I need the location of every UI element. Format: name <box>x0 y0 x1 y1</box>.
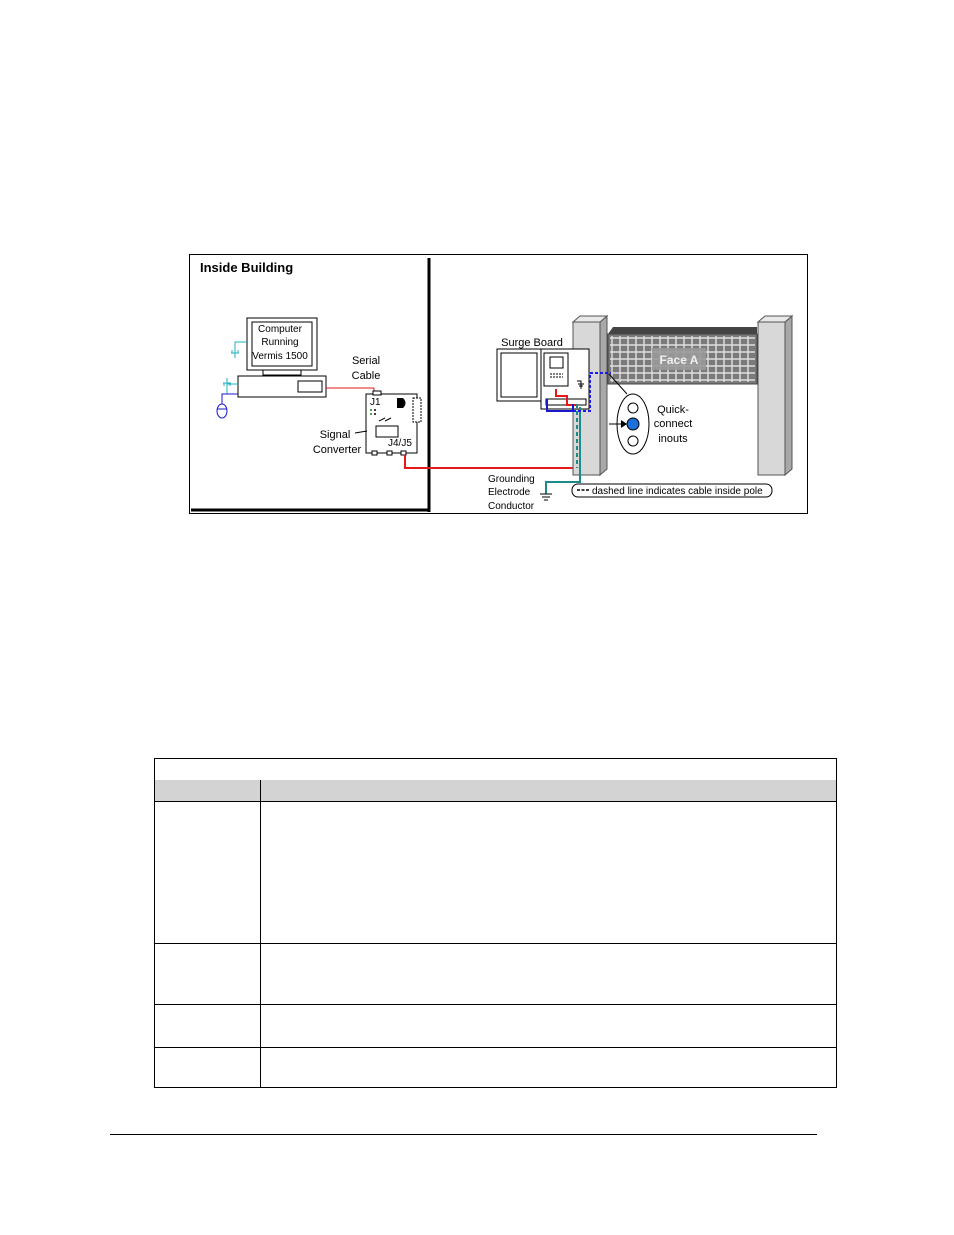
j4j5-label: J4/J5 <box>388 438 412 449</box>
signal-converter-label-line2: Converter <box>312 444 362 456</box>
footer-rule <box>110 1134 817 1135</box>
surge-board-enclosure <box>497 349 589 409</box>
signal-converter-label-line1: Signal <box>319 429 351 441</box>
computer-label-line2: Running <box>261 337 299 348</box>
computer-label-line1: Computer <box>258 324 302 335</box>
table-row-divider <box>155 943 836 944</box>
table-row-divider <box>155 1047 836 1048</box>
serial-cable-label-line1: Serial <box>351 355 381 367</box>
computer-case-icon <box>238 376 326 397</box>
wiring-diagram <box>189 254 808 514</box>
legend-text: dashed line indicates cable inside pole <box>592 486 763 497</box>
table-header-row <box>155 780 836 802</box>
face-a-label: Face A <box>659 353 699 367</box>
quick-connect-label-line2: connect <box>653 418 693 430</box>
right-pole <box>758 316 792 475</box>
surge-board-label: Surge Board <box>501 337 563 349</box>
quick-connect-label-line3: inouts <box>658 433 688 445</box>
spec-table <box>154 758 837 1088</box>
grounding-label-line3: Conductor <box>488 501 535 512</box>
grounding-label-line2: Electrode <box>488 487 531 498</box>
serial-cable-label-line2: Cable <box>351 370 381 382</box>
table-title-row <box>155 759 836 781</box>
j1-label: J1 <box>370 397 381 408</box>
grounding-label-line1: Grounding <box>488 474 535 485</box>
quick-connect-label-line1: Quick- <box>657 404 689 416</box>
computer-label-line3: Vermis 1500 <box>252 351 308 362</box>
inside-building-label: Inside Building <box>200 260 294 275</box>
table-row-divider <box>155 1004 836 1005</box>
